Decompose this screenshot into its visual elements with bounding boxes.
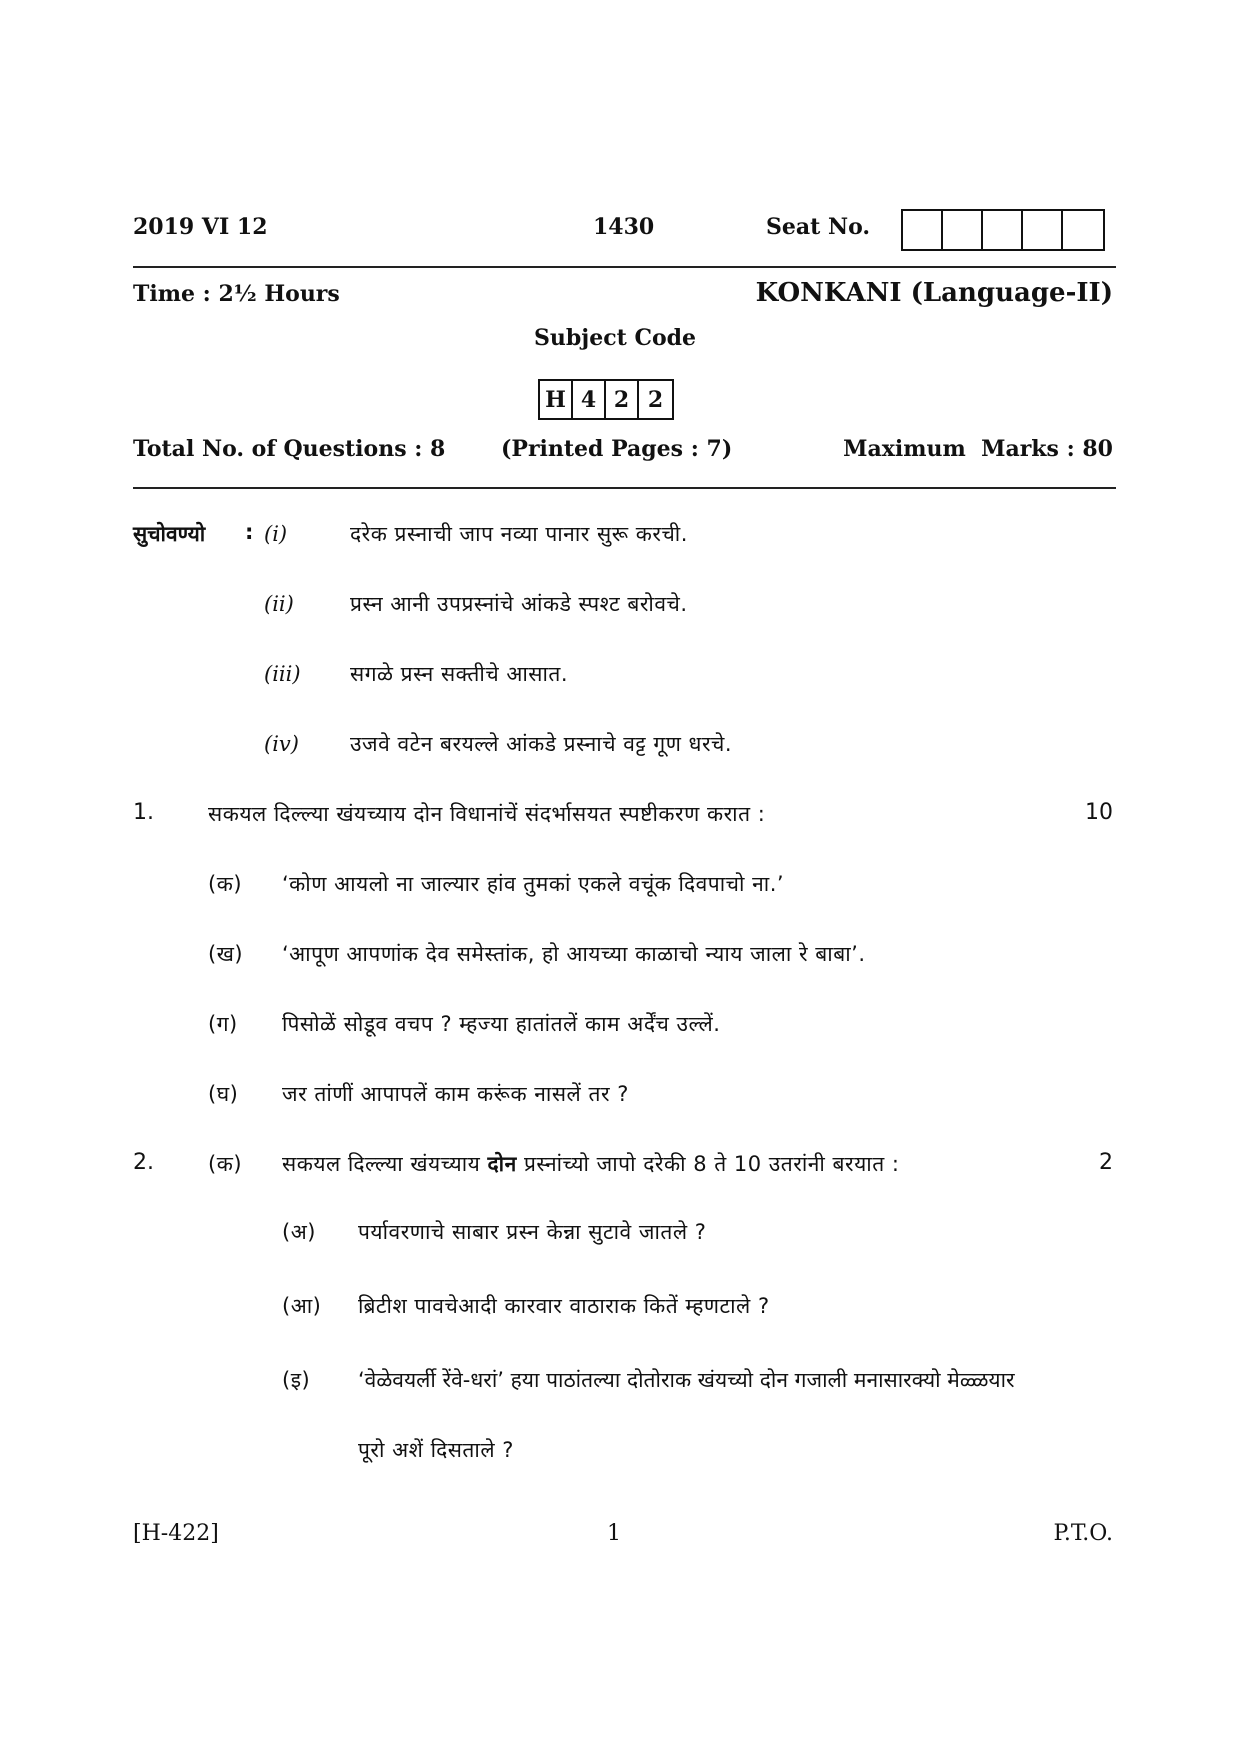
instruction-number: (iii) <box>264 662 301 686</box>
question-marks: 2 <box>1099 1150 1113 1175</box>
exam-code: 2019 VI 12 <box>133 214 268 240</box>
instruction-text: प्रस्न आनी उपप्रस्नांचे आंकडे स्पश्ट बरोवचे. <box>350 592 688 616</box>
subject-code-char: 4 <box>573 381 606 418</box>
seat-box[interactable] <box>1023 211 1063 249</box>
seat-box[interactable] <box>903 211 943 249</box>
sub-question-label: (ग) <box>208 1012 238 1036</box>
sub-question-text: जर तांणीं आपापलें काम करूंक नासलें तर ? <box>282 1082 629 1106</box>
subject-code-char: 2 <box>647 386 664 413</box>
question-text-emphasis: दोन <box>487 1152 517 1176</box>
seat-number-boxes[interactable] <box>901 209 1105 251</box>
question-text: सकयल दिल्ल्या खंयच्याय दोन विधानांचें संदर्भासयत स्पष्टीकरण करात : <box>208 802 766 826</box>
sub-question-text: ‘आपूण आपणांक देव समेस्तांक, हो आयच्या काळाचो न्याय जाला रे बाबा’. <box>282 942 866 966</box>
subject-code-label: Subject Code <box>534 325 697 351</box>
please-turn-over: P.T.O. <box>1053 1521 1113 1546</box>
instruction-number: (ii) <box>264 592 294 616</box>
sub-question-text: पर्यावरणाचे साबार प्रस्न केन्ना सुटावे जातले ? <box>358 1220 707 1244</box>
question-text-part: प्रस्नांच्यो जापो दरेकी 8 ते 10 उतरांनी बरयात : <box>523 1152 900 1176</box>
footer-paper-code: [H-422] <box>133 1521 219 1546</box>
header-bottom-rule <box>133 487 1116 489</box>
seat-box[interactable] <box>983 211 1023 249</box>
total-questions: Total No. of Questions : 8 <box>133 436 446 462</box>
question-number: 2. <box>133 1150 154 1175</box>
question-number: 1. <box>133 800 154 825</box>
sub-question-text: ‘वेळेवयर्ली रेंवे-धरां’ हया पाठांतल्या दोतोराक खंयच्यो दोन गजाली मनासारक्यो मेळ्ळयार <box>358 1368 1015 1392</box>
time-allowed: Time : 2½ Hours <box>133 281 340 307</box>
instruction-text: उजवे वटेन बरयल्ले आंकडे प्रस्नाचे वट्ट गूण धरचे. <box>350 732 733 756</box>
sub-question-text-continued: पूरो अशें दिसताले ? <box>358 1438 514 1462</box>
sub-question-label: (अ) <box>282 1220 316 1244</box>
sub-question-text: ‘कोण आयलो ना जाल्यार हांव तुमकां एकले वचूंक दिवपाचो ना.’ <box>282 872 785 896</box>
subject-code-char: 2 <box>606 381 639 418</box>
instruction-text: सगळे प्रस्न सक्तीचे आसात. <box>350 662 569 686</box>
page-number: 1 <box>607 1521 621 1546</box>
seat-label: Seat No. <box>766 214 871 240</box>
instruction-number: (iv) <box>264 732 299 756</box>
maximum-marks: Maximum Marks : 80 <box>843 436 1113 462</box>
instruction-text: दरेक प्रस्नाची जाप नव्या पानार सुरू करची. <box>350 522 688 546</box>
sub-question-text: पिसोळें सोडूव वचप ? म्हज्या हातांतलें काम अर्देंच उल्लें. <box>282 1012 721 1036</box>
subject-code-boxes <box>538 379 674 420</box>
sub-question-label: (घ) <box>208 1082 239 1106</box>
sub-question-label: (इ) <box>282 1368 311 1392</box>
header-rule <box>133 266 1116 268</box>
sub-question-text: ब्रिटीश पावचेआदी कारवार वाठाराक कितें म्हणटाले ? <box>358 1294 770 1318</box>
sub-question-label: (क) <box>208 1152 243 1176</box>
instruction-number: (i) <box>264 522 288 546</box>
instructions-label: सुचोवण्यो <box>133 522 206 546</box>
sub-question-label: (ख) <box>208 942 244 966</box>
question-text <box>282 1150 899 1178</box>
printed-pages: (Printed Pages : 7) <box>501 436 733 462</box>
seat-box[interactable] <box>1063 211 1103 249</box>
question-text-part: सकयल दिल्ल्या खंयच्याय <box>282 1152 481 1176</box>
sub-question-label: (क) <box>208 872 243 896</box>
subject-title: KONKANI (Language-II) <box>755 278 1113 308</box>
instructions-colon: : <box>245 520 254 544</box>
subject-code-char: H <box>540 381 573 418</box>
question-marks: 10 <box>1085 800 1113 825</box>
seat-box[interactable] <box>943 211 983 249</box>
paper-number: 1430 <box>593 214 655 240</box>
sub-question-label: (आ) <box>282 1294 322 1318</box>
